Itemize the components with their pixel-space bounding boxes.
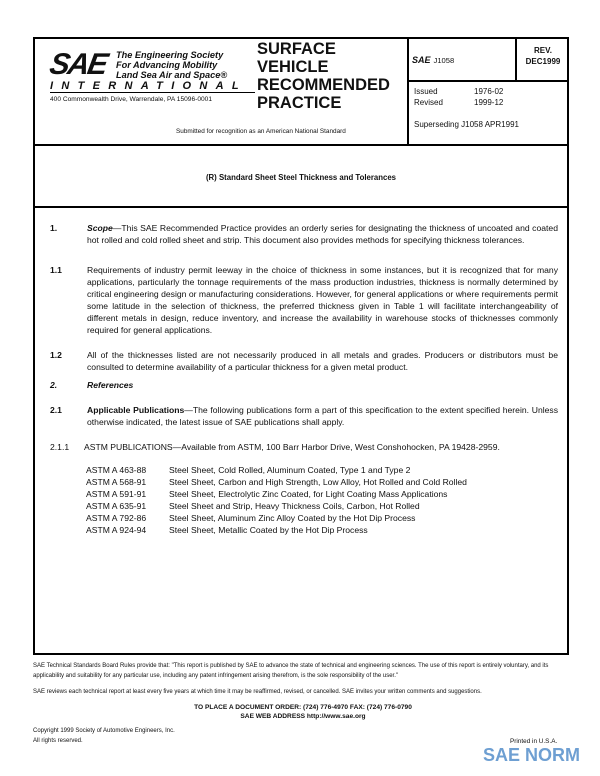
list-item: ASTM A 568-91 Steel Sheet, Carbon and High Strength, Low Alloy, Hot Rolled and Cold Rolled (86, 477, 467, 487)
list-item: ASTM A 924-94 Steel Sheet, Metallic Coated by the Hot Dip Process (86, 525, 368, 535)
section-2-1-1: 2.1.1 ASTM PUBLICATIONS—Available from ASTM, 100 Barr Harbor Drive, West Conshohocken, PA 19428-2959. (50, 442, 500, 452)
submitted-note: Submitted for recognition as an American National Standard (176, 128, 346, 135)
document-type: SURFACE VEHICLE RECOMMENDED PRACTICE (257, 40, 390, 112)
doc-number: SAE J1058 (412, 55, 455, 65)
printed-in: Printed in U.S.A. (510, 738, 558, 745)
section-2: 2. References (50, 380, 134, 390)
astm-list (86, 464, 467, 536)
superseding: Superseding J1058 APR1991 (414, 120, 519, 129)
list-item: ASTM A 792-86 Steel Sheet, Aluminum Zinc Alloy Coated by the Hot Dip Process (86, 513, 416, 523)
sae-norm-watermark: SAE NORM (483, 745, 581, 765)
sae-logo: SAE (47, 48, 109, 81)
section-1: 1. Scope—This SAE Recommended Practice provides an orderly series for designating the thickness of uncoated and coated hot rolled and cold rolled sheet and strip. This document also provides methods for specifying thickness tolerances. (50, 223, 558, 245)
section-2-1: 2.1 Applicable Publications—The following publications form a part of this specification to the extent specified herein. Unless otherwise indicated, the latest issue of SAE publications shall apply. (50, 405, 559, 427)
revision: REV. DEC1999 (525, 46, 561, 66)
society-tagline: The Engineering Society For Advancing Mobility Land Sea Air and Space® (116, 50, 228, 80)
section-1-1: 1.1 Requirements of industry permit leeway in the choice of thickness in some instances, but it is recognized that for many applications, particularly the tonnage requirements of the mass production industries, thickness is normally determined by critical engineering design or manufacturing considerations. However, for general applications or where requirements permit some latitude in the selection of thickness, the preferred thickness given in Table 1 will facilitate interchangeability of different metals in design, reduce inventory, and increase the availability in warehouse stocks of thicknesses commonly required for general applications. (50, 265, 558, 335)
section-1-2: 1.2 All of the thicknesses listed are not necessarily produced in all metals and grades. Producers or distributors must be consulted to determine availability of a particular thickness for a given metal product. (50, 350, 558, 372)
issue-dates: Issued 1976-02 Revised 1999-12 (414, 87, 504, 107)
copyright: Copyright 1999 Society of Automotive Engineers, Inc. All rights reserved. (33, 728, 175, 744)
address: 400 Commonwealth Drive, Warrendale, PA 15096-0001 (50, 96, 212, 103)
document-title: (R) Standard Sheet Steel Thickness and Tolerances (205, 173, 397, 182)
review-note: SAE reviews each technical report at least every five years at which time it may be reaffirmed, revised, or cancelled. SAE invites your written comments and suggestions. (33, 689, 482, 695)
list-item: ASTM A 635-91 Steel Sheet and Strip, Heavy Thickness Coils, Carbon, Hot Rolled (86, 501, 420, 511)
international-label: INTERNATIONAL (50, 80, 255, 93)
list-item: ASTM A 463-88 Steel Sheet, Cold Rolled, Aluminum Coated, Type 1 and Type 2 (86, 465, 411, 475)
policy-note: SAE Technical Standards Board Rules provide that: "This report is published by SAE to advance the state of technical and engineering sciences. The use of this report is entirely voluntary, and its applicability and suitability for any particular use, including any patent infringement arising therefrom, is the sole responsibility of the user." (33, 663, 549, 679)
order-info: TO PLACE A DOCUMENT ORDER: (724) 776-4970 FAX: (724) 776-0790 SAE WEB ADDRESS http://www.sae.org (194, 704, 412, 720)
list-item: ASTM A 591-91 Steel Sheet, Electrolytic Zinc Coated, for Light Coating Mass Applications (86, 489, 448, 499)
